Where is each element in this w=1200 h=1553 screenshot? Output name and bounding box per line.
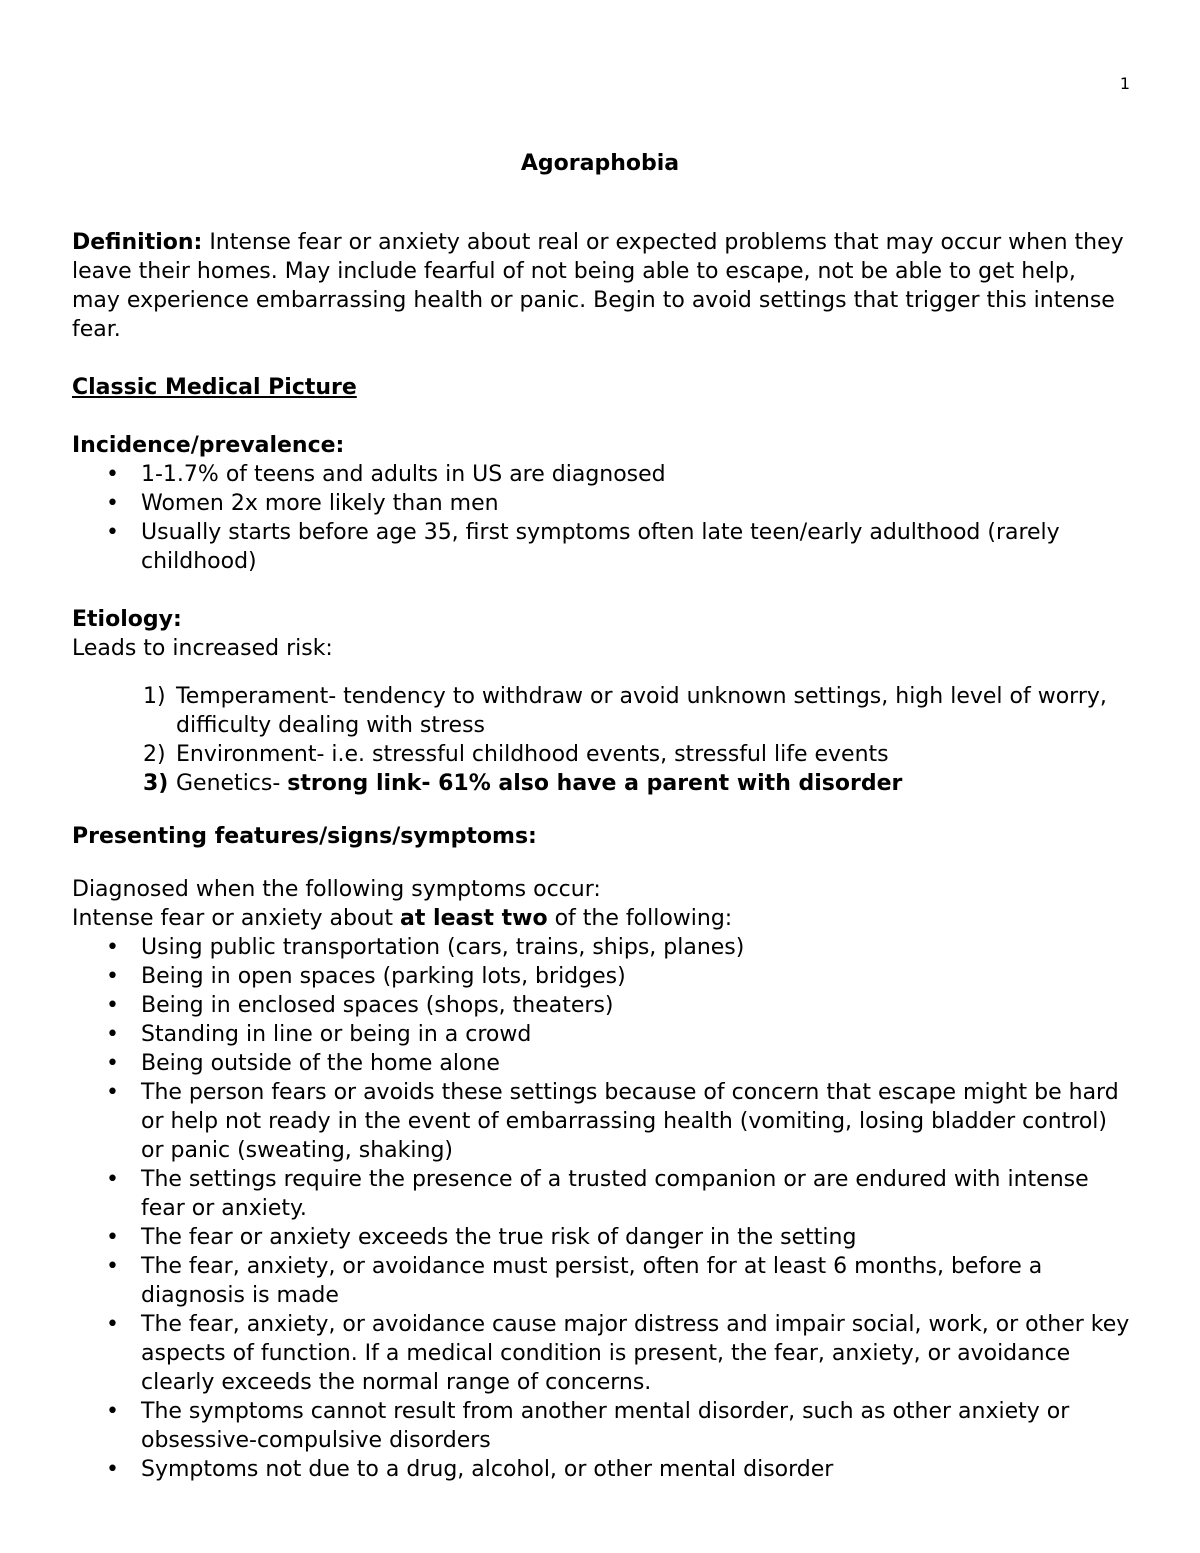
definition-label: Definition:: [72, 230, 203, 255]
list-item: • Usually starts before age 35, first symptoms often late teen/early adulthood (rarely childhood): [72, 518, 1130, 576]
list-item: • Being outside of the home alone: [72, 1049, 1130, 1078]
list-number: 3): [143, 771, 169, 796]
list-item: • 1-1.7% of teens and adults in US are diagnosed: [72, 460, 1130, 489]
definition-text: Intense fear or anxiety about real or expected problems that may occur when they leave their homes. May include fearful of not being able to escape, not be able to get help, may experience embarrassing health or panic. Begin to avoid settings that trigger this intense fear.: [72, 230, 1124, 342]
list-item: • Women 2x more likely than men: [72, 489, 1130, 518]
presenting-intro-criteria: [72, 904, 1130, 933]
list-number: 2): [143, 742, 166, 767]
classic-medical-heading: Classic Medical Picture: [72, 375, 357, 400]
list-item: • Symptoms not due to a drug, alcohol, or other mental disorder: [72, 1455, 1130, 1484]
list-item: • The fear, anxiety, or avoidance cause major distress and impair social, work, or other key aspects of function. If a medical condition is present, the fear, anxiety, or avoidance clearly exceeds the normal range of concerns.: [72, 1310, 1130, 1397]
presenting-heading: Presenting features/signs/symptoms:: [72, 824, 537, 849]
definition-paragraph: [72, 228, 1130, 344]
incidence-list: [72, 460, 1130, 576]
list-item: • The settings require the presence of a trusted companion or are endured with intense fear or anxiety.: [72, 1165, 1130, 1223]
incidence-heading: Incidence/prevalence:: [72, 433, 345, 458]
page-title: Agoraphobia: [520, 151, 680, 176]
list-item: • Standing in line or being in a crowd: [72, 1020, 1130, 1049]
presenting-intro: Diagnosed when the following symptoms occur:: [72, 877, 601, 902]
list-item: • Being in open spaces (parking lots, bridges): [72, 962, 1130, 991]
etiology-list: [72, 682, 1130, 798]
list-item: [72, 740, 1130, 769]
list-number: 1): [143, 684, 166, 709]
document-body: [72, 228, 1130, 1484]
list-item: • Being in enclosed spaces (shops, theaters): [72, 991, 1130, 1020]
etiology-intro: Leads to increased risk:: [72, 636, 333, 661]
list-item: [72, 682, 1130, 740]
list-item: [72, 769, 1130, 798]
page-number: 1: [1119, 74, 1130, 93]
list-item-label: Genetics-: [176, 771, 288, 796]
list-item-text: Temperament- tendency to withdraw or avoid unknown settings, high level of worry, difficulty dealing with stress: [176, 684, 1107, 738]
list-item: • Using public transportation (cars, trains, ships, planes): [72, 933, 1130, 962]
list-item-bold-text: strong link- 61% also have a parent with disorder: [287, 771, 903, 796]
list-item: • The symptoms cannot result from another mental disorder, such as other anxiety or obsessive-compulsive disorders: [72, 1397, 1130, 1455]
intro-text: of the following:: [547, 906, 733, 931]
symptoms-list: [72, 933, 1130, 1484]
etiology-heading: Etiology:: [72, 607, 182, 632]
list-item-text: Environment- i.e. stressful childhood events, stressful life events: [176, 742, 889, 767]
list-item: • The fear, anxiety, or avoidance must persist, often for at least 6 months, before a diagnosis is made: [72, 1252, 1130, 1310]
list-item: • The fear or anxiety exceeds the true risk of danger in the setting: [72, 1223, 1130, 1252]
list-item: • The person fears or avoids these settings because of concern that escape might be hard or help not ready in the event of embarrassing health (vomiting, losing bladder control) or panic (sweating, shaking): [72, 1078, 1130, 1165]
intro-emphasis: at least two: [400, 906, 548, 931]
intro-text: Intense fear or anxiety about: [72, 906, 401, 931]
